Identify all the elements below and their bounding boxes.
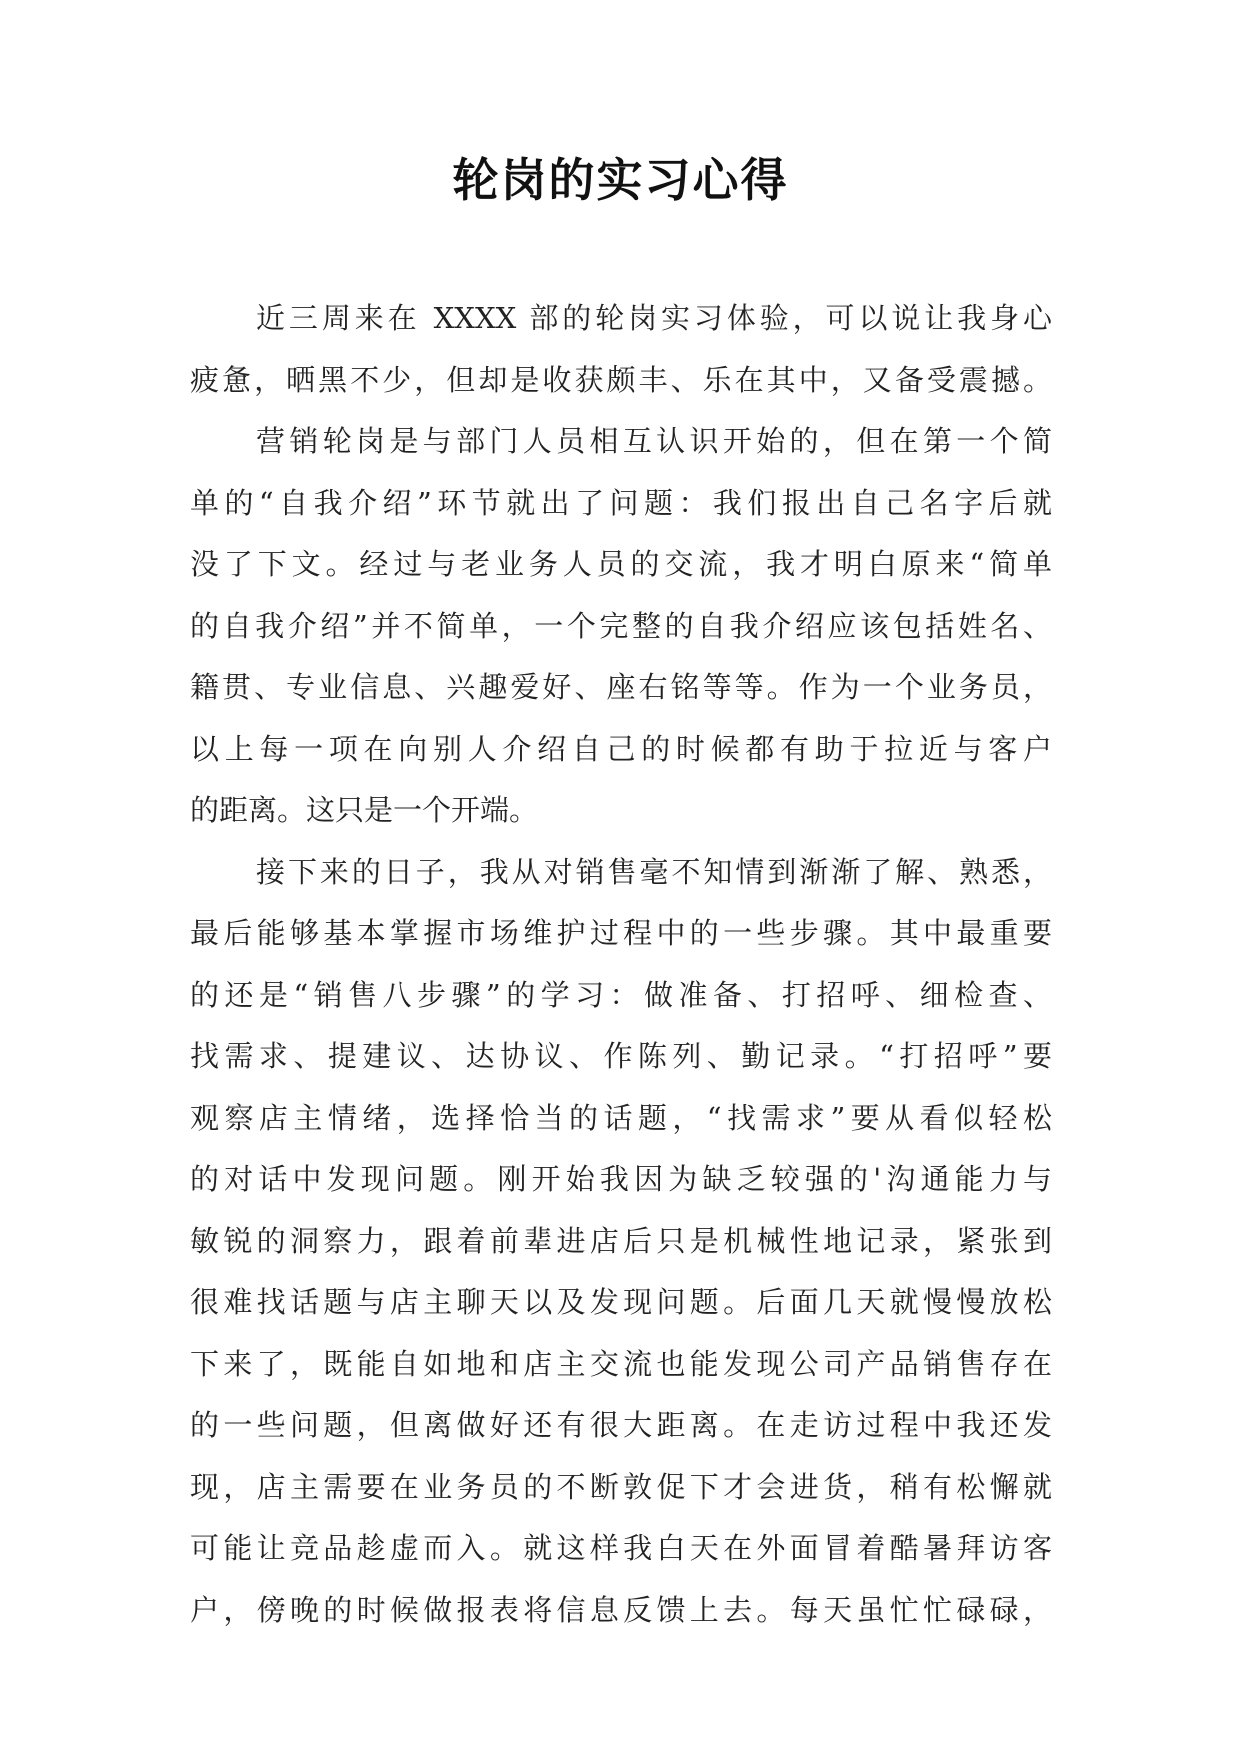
body-line: 敏锐的洞察力，跟着前辈进店后只是机械性地记录，紧张到 [190,1223,1052,1258]
body-line: 的一些问题，但离做好还有很大距离。在走访过程中我还发 [190,1408,1052,1442]
body-line: 以上每一项在向别人介绍自己的时候都有助于拉近与客户 [190,731,1052,766]
document-title: 轮岗的实习心得 [452,153,789,207]
body-line: 下来了，既能自如地和店主交流也能发现公司产品销售存在 [190,1346,1052,1381]
body-line: 疲惫，晒黑不少，但却是收获颇丰、乐在其中，又备受震撼。 [190,362,1052,397]
body-line: 营销轮岗是与部门人员相互认识开始的，但在第一个简 [256,424,1052,458]
body-line: 单的“自我介绍”环节就出了问题：我们报出自己名字后就 [190,485,1052,520]
body-line: 的还是“销售八步骤”的学习：做准备、打招呼、细检查、 [190,977,1052,1012]
body-line: 观察店主情绪，选择恰当的话题，“找需求”要从看似轻松 [190,1100,1052,1135]
body-line: 籍贯、专业信息、兴趣爱好、座右铭等等。作为一个业务员， [190,670,1052,704]
body-line: 近三周来在 XXXX 部的轮岗实习体验，可以说让我身心 [256,301,1052,335]
body-line: 的自我介绍”并不简单，一个完整的自我介绍应该包括姓名、 [190,608,1052,643]
body-line: 没了下文。经过与老业务人员的交流，我才明白原来“简单 [190,547,1052,581]
document-body [190,288,1052,1641]
body-line: 可能让竞品趁虚而入。就这样我白天在外面冒着酷暑拜访客 [190,1531,1052,1565]
body-line: 户，傍晚的时候做报表将信息反馈上去。每天虽忙忙碌碌， [190,1592,1052,1627]
body-line: 的距离。这只是一个开端。 [190,793,539,827]
body-line: 的对话中发现问题。刚开始我因为缺乏较强的'沟通能力与 [190,1162,1052,1196]
body-line: 很难找话题与店主聊天以及发现问题。后面几天就慢慢放松 [190,1285,1052,1319]
body-line: 现，店主需要在业务员的不断敦促下才会进货，稍有松懈就 [190,1469,1052,1504]
body-line: 找需求、提建议、达协议、作陈列、勤记录。“打招呼”要 [190,1039,1052,1073]
body-line: 最后能够基本掌握市场维护过程中的一些步骤。其中最重要 [190,916,1052,950]
body-line: 接下来的日子，我从对销售毫不知情到渐渐了解、熟悉， [256,854,1052,889]
